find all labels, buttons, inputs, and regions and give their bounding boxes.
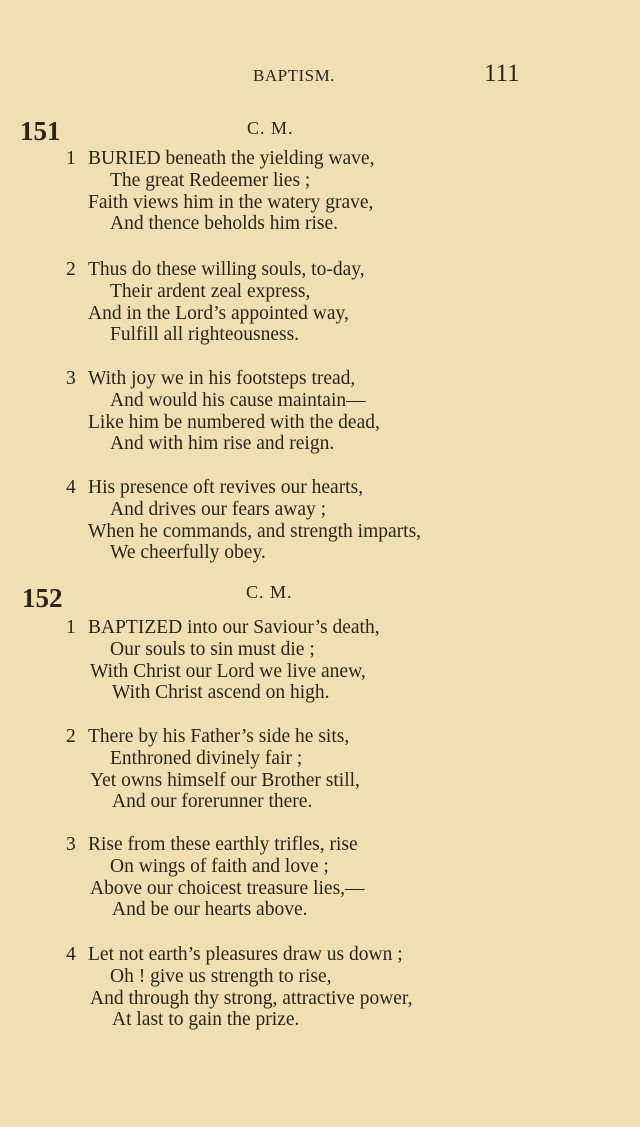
hymn-number: 152 bbox=[22, 583, 63, 613]
verse-line: Rise from these earthly trifles, rise bbox=[88, 834, 358, 855]
verse-line: And drives our fears away ; bbox=[110, 498, 327, 520]
hymn-meter: C. M. bbox=[246, 582, 293, 602]
verse-line: And our forerunner there. bbox=[112, 791, 313, 813]
verse-line: With Christ ascend on high. bbox=[112, 682, 330, 704]
verse-line: Above our choicest treasure lies,— bbox=[90, 877, 365, 899]
page-number: 111 bbox=[484, 60, 520, 87]
verse-number: 3 bbox=[66, 834, 76, 855]
verse-line: And be our hearts above. bbox=[112, 899, 308, 921]
verse-line: And with him rise and reign. bbox=[110, 433, 335, 455]
hymn-number: 151 bbox=[20, 116, 61, 146]
verse-line: On wings of faith and love ; bbox=[110, 855, 329, 877]
verse-line: And in the Lord’s appointed way, bbox=[88, 302, 349, 324]
verse-line: Yet owns himself our Brother still, bbox=[90, 769, 360, 791]
verse-number: 3 bbox=[66, 368, 76, 389]
verse-number: 2 bbox=[66, 259, 76, 280]
verse-line: Let not earth’s pleasures draw us down ; bbox=[88, 944, 403, 965]
verse-line: Oh ! give us strength to rise, bbox=[110, 965, 332, 987]
verse-line: Their ardent zeal express, bbox=[110, 280, 311, 302]
verse-line: And thence beholds him rise. bbox=[110, 213, 338, 235]
verse-line: At last to gain the prize. bbox=[112, 1009, 300, 1031]
verse-number: 4 bbox=[66, 477, 76, 498]
verse-line: Our souls to sin must die ; bbox=[110, 638, 315, 660]
verse-line: There by his Father’s side he sits, bbox=[88, 726, 350, 747]
verse-line: With Christ our Lord we live anew, bbox=[90, 660, 366, 682]
verse-line: Fulfill all righteousness. bbox=[110, 324, 300, 346]
verse-line: When he commands, and strength imparts, bbox=[88, 520, 422, 542]
verse-line: Enthroned divinely fair ; bbox=[110, 747, 303, 769]
verse-line: And would his cause maintain— bbox=[110, 389, 366, 411]
verse-line: We cheerfully obey. bbox=[110, 542, 266, 564]
verse-line: And through thy strong, attractive power, bbox=[90, 987, 413, 1009]
verse-number: 4 bbox=[66, 944, 76, 965]
verse-line: His presence oft revives our hearts, bbox=[88, 477, 364, 498]
verse-line: BAPTIZED into our Saviour’s death, bbox=[88, 617, 380, 638]
hymn-meter: C. M. bbox=[247, 118, 294, 138]
verse-line: Like him be numbered with the dead, bbox=[88, 411, 380, 433]
verse-line: BURIED beneath the yielding wave, bbox=[88, 148, 375, 169]
verse-line: The great Redeemer lies ; bbox=[110, 169, 311, 191]
verse-number: 1 bbox=[66, 617, 76, 638]
verse-number: 2 bbox=[66, 726, 76, 747]
verse-line: Thus do these willing souls, to-day, bbox=[88, 259, 365, 280]
running-head: BAPTISM. bbox=[253, 66, 335, 85]
verse-line: With joy we in his footsteps tread, bbox=[88, 368, 356, 389]
verse-number: 1 bbox=[66, 148, 76, 169]
verse-line: Faith views him in the watery grave, bbox=[88, 191, 374, 213]
